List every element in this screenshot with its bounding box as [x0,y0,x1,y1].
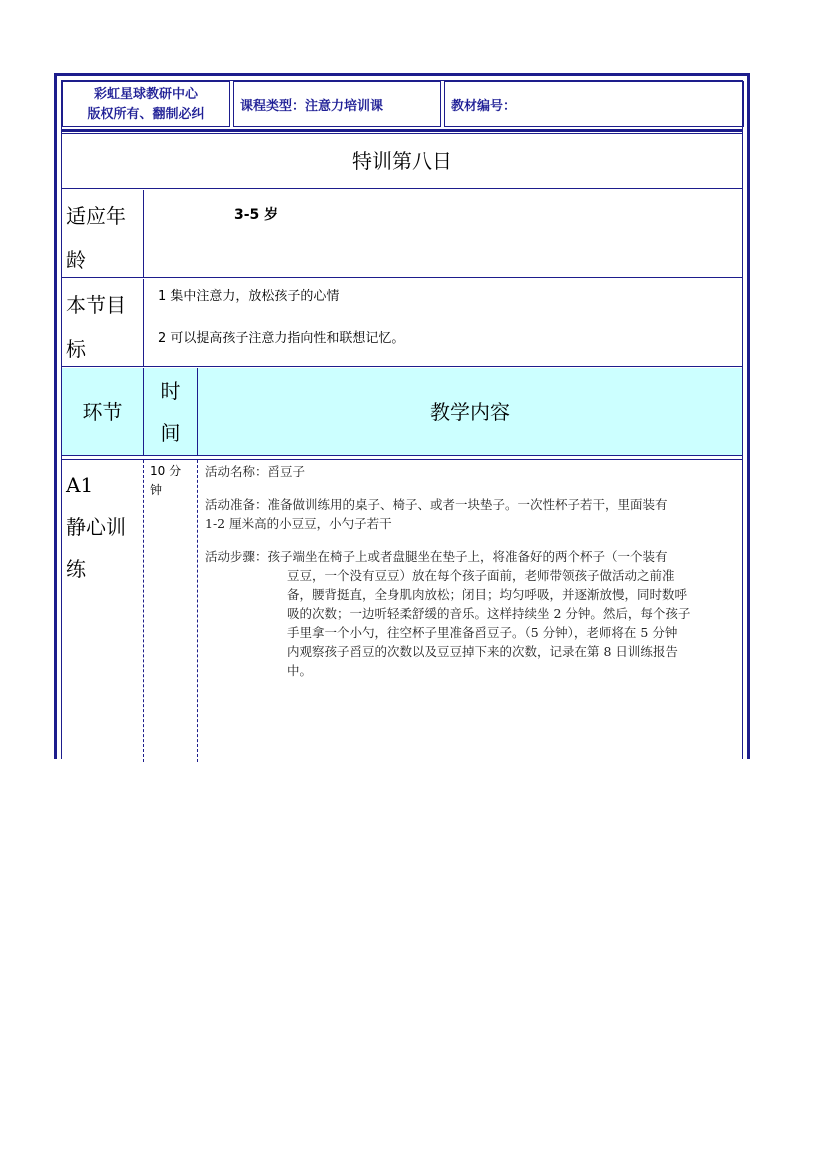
activity-steps-body [205,566,736,680]
col-header-time-line1: 时 [160,379,181,403]
goal-content [144,279,742,366]
age-label [62,190,144,277]
header-org [62,81,230,127]
steps-line: 中。 [287,663,313,678]
steps-line: 豆豆，一个没有豆豆）放在每个孩子面前，老师带领孩子做活动之前准 [287,568,675,583]
age-row [62,190,742,278]
activity-steps [205,547,736,680]
a1-time-line1: 10 分 [150,464,182,478]
activity-steps-line1: 活动步骤：孩子端坐在椅子上或者盘腿坐在垫子上，将准备好的两个杯子（一个装有 [205,549,668,564]
steps-line: 内观察孩子舀豆的次数以及豆豆掉下来的次数，记录在第 8 日训练报告 [287,644,678,659]
copyright-notice: 版权所有、翻制必纠 [87,107,205,122]
activity-prep-line2: 1-2 厘米高的小豆豆，小勺子若干 [205,516,392,531]
steps-line: 备，腰背挺直，全身肌肉放松；闭目；均匀呼吸，并逐渐放慢，同时数呼 [287,587,688,602]
header-material-code: 教材编号： [444,81,744,127]
a1-code: A1 [66,473,94,497]
a1-name-line2: 练 [66,557,86,581]
a1-content [198,460,742,762]
activity-prep [205,495,736,533]
col-header-section: 环节 [62,368,144,455]
header-divider [62,129,742,132]
age-label-line2: 龄 [66,248,86,272]
a1-row [62,459,742,762]
page-title: 特训第八日 [62,133,742,189]
age-value-cell [144,190,742,277]
a1-time-line2: 钟 [150,483,163,497]
goal-item-1: 1 集中注意力，放松孩子的心情 [158,289,340,304]
a1-time [144,460,198,762]
table-inner [61,80,743,759]
col-header-time-line2: 间 [160,421,181,445]
a1-name-line1: 静心训 [66,515,126,539]
org-name: 彩虹星球教研中心 [93,87,198,102]
goal-label-line1: 本节目 [66,293,126,317]
steps-line: 手里拿一个小勺，往空杯子里准备舀豆子。（5 分钟），老师将在 5 分钟 [287,625,678,640]
goal-label-line2: 标 [66,337,86,361]
age-value: 3-5 岁 [234,207,279,223]
col-header-content: 教学内容 [430,400,510,424]
goal-item-2: 2 可以提高孩子注意力指向性和联想记忆。 [158,331,405,346]
goal-label [62,279,144,366]
activity-name: 活动名称：舀豆子 [205,464,306,479]
age-label-line1: 适应年 [66,204,126,228]
goal-row [62,279,742,367]
col-header-time [144,368,198,455]
a1-section-label [62,460,144,762]
activity-prep-line1: 活动准备：准备做训练用的桌子、椅子、或者一块垫子。一次性杯子若干，里面装有 [205,497,668,512]
steps-line: 吸的次数；一边听轻柔舒缓的音乐。这样持续坐 2 分钟。然后，每个孩子 [287,606,691,621]
header-course-type: 课程类型：注意力培训课 [233,81,441,127]
lesson-plan-table [54,73,750,759]
table-header-row [62,368,742,456]
